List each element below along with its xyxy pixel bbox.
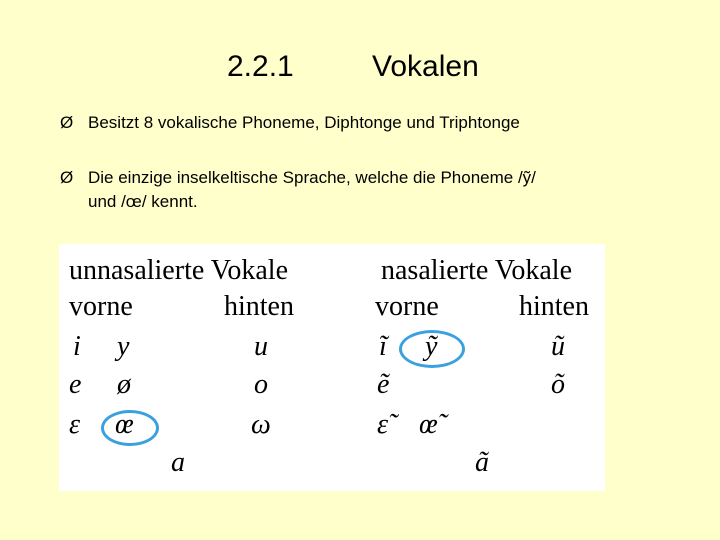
nasal-vowel-e: ẽ: [377, 369, 390, 400]
vowel-o: o: [254, 369, 268, 400]
vowel-u: u: [254, 331, 268, 362]
vowel-chart-image: [59, 244, 605, 491]
nasal-vowel-a: ã: [475, 447, 489, 478]
bullet-text: Die einzige inselkeltische Sprache, welche die Phoneme /ỹ/: [88, 168, 536, 187]
slide-title: [0, 50, 720, 90]
arrow-bullet-icon: Ø: [60, 168, 74, 187]
nasal-front-label: vorne: [375, 291, 439, 322]
vowel-i: i: [73, 331, 81, 362]
nasal-header: nasalierte Vokale: [381, 255, 573, 286]
highlight-circle-oe: [101, 410, 159, 446]
arrow-bullet-icon: Ø: [60, 113, 74, 132]
vowel-y: y: [117, 331, 130, 362]
nasal-vowel-epsilon: ε̃: [377, 409, 389, 440]
nasal-vowel-o: õ: [551, 369, 565, 400]
vowel-a: a: [171, 447, 185, 478]
bullet-text-continued: und /œ/ kennt.: [88, 192, 198, 211]
unnasal-front-label: vorne: [69, 291, 133, 322]
vowel-omega: ω: [251, 409, 271, 440]
nasal-back-label: hinten: [519, 291, 589, 322]
highlight-circle-nasal-y: [399, 330, 465, 368]
nasal-vowel-y: ỹ: [425, 331, 438, 362]
section-number: 2.2.1: [227, 50, 294, 83]
nasal-vowel-i: ĩ: [379, 331, 387, 362]
nasal-vowel-u: ũ: [551, 331, 565, 362]
unnasal-back-label: hinten: [224, 291, 294, 322]
vowel-epsilon: ε: [69, 409, 81, 440]
bullet-text: Besitzt 8 vokalische Phoneme, Diphtonge und Triphtonge: [88, 113, 520, 132]
nasal-vowel-oe: œ̃: [419, 409, 438, 440]
vowel-o-slash: ø: [117, 369, 131, 400]
vowel-e: e: [69, 369, 82, 400]
vowel-oe: œ: [115, 409, 134, 440]
section-title: Vokalen: [372, 50, 479, 83]
unnasal-header: unnasalierte Vokale: [69, 255, 289, 286]
